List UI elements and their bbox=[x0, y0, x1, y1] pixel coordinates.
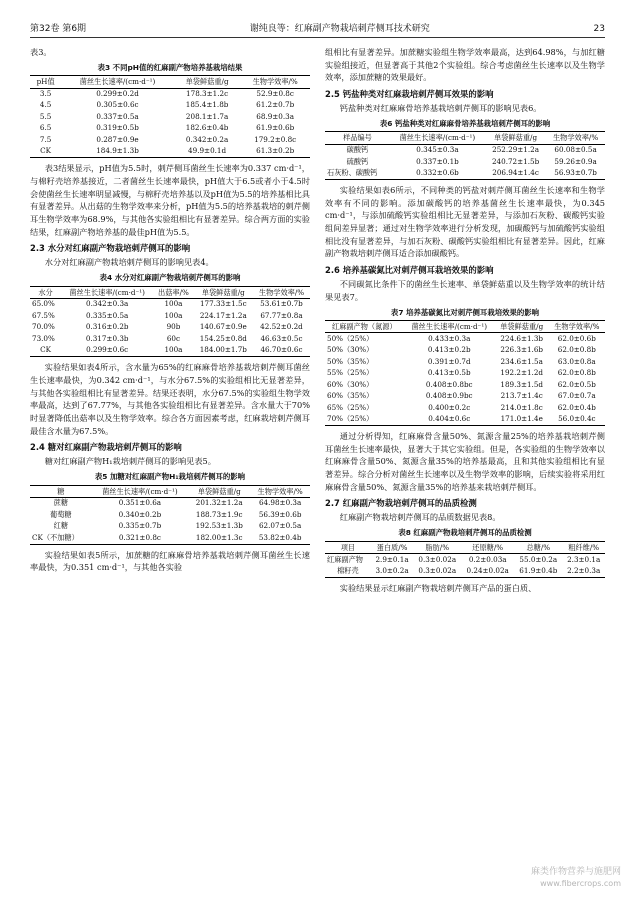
table-cell: 62.0±0.8b bbox=[557, 345, 596, 355]
table-row bbox=[325, 156, 605, 167]
page-number: 23 bbox=[593, 23, 605, 34]
table-cell: 0.391±0.7d bbox=[427, 356, 471, 366]
table-cell: 62.0±0.8b bbox=[557, 368, 596, 378]
table-row bbox=[325, 144, 605, 156]
table-row bbox=[325, 565, 605, 577]
table-cell: 50%（30%） bbox=[327, 345, 374, 355]
section-heading-2-6: 2.6 培养基碳氮比对刺芹侧耳栽培效果的影响 bbox=[325, 265, 494, 276]
table-row bbox=[30, 88, 310, 100]
table-cell: 234.6±1.5a bbox=[500, 356, 543, 366]
table-cell: 65.0% bbox=[32, 299, 55, 309]
table-cell: 192.2±1.2d bbox=[500, 368, 544, 378]
table-cell: 棉籽壳 bbox=[325, 565, 371, 577]
table-cell: 100a bbox=[164, 299, 183, 309]
column-header: 还原糖/% bbox=[461, 541, 514, 553]
table-row bbox=[30, 111, 310, 122]
column-header: 单袋鲜菇重/g bbox=[495, 321, 549, 333]
table-cell: 201.32±1.2a bbox=[195, 498, 243, 508]
paragraph: 实验结果如表4所示，含水量为65%的红麻麻骨培养基栽培刺芹侧耳菌丝生长速率最快，为0.342 cm·d⁻¹，与水分67.5%的实验组相比无显著差异，与其他各实验组相比有显著差异。结果还表明，水分67.5%的实验组生物学效率最高，达到了67.77%，与其他各实验组相比有显著差异。含水量大于70%时显著降低出菇率以及生物学效率。综合各方面因素考虑，红麻栽培刺芹侧耳最佳含水量为67.5%。 bbox=[30, 362, 310, 436]
table-cell: 0.345±0.3a bbox=[416, 145, 459, 155]
table-cell: 60%（35%） bbox=[327, 391, 374, 401]
table-cell: 4.5 bbox=[39, 100, 52, 110]
table-cell: 硫酸钙 bbox=[346, 156, 369, 166]
table-cell: 0.3±0.02a bbox=[413, 565, 461, 577]
table-cell: 53.82±0.4b bbox=[250, 532, 310, 544]
table-cell: 252.29±1.2a bbox=[492, 145, 540, 155]
table8-caption: 表8 红麻副产物栽培刺芹侧耳的品质检测 bbox=[398, 528, 532, 538]
paragraph: 实验结果显示红麻副产物栽培刺芹侧耳产品的蛋白质、 bbox=[339, 582, 537, 593]
table-row bbox=[30, 298, 310, 310]
table-row bbox=[30, 146, 310, 158]
table-cell: 185.4±1.8b bbox=[185, 100, 229, 110]
section-heading-2-4: 2.4 糖对红麻副产物栽培刺芹侧耳的影响 bbox=[30, 442, 182, 453]
table-row bbox=[30, 532, 310, 544]
column-header: 项目 bbox=[325, 541, 371, 553]
table-cell: CK bbox=[30, 345, 61, 357]
table-cell: 42.52±0.2d bbox=[260, 322, 303, 332]
table-cell: 0.299±0.2d bbox=[96, 89, 139, 99]
table-cell: 178.3±1.2c bbox=[186, 89, 229, 99]
column-header: 菌丝生长速率/(cm·d⁻¹) bbox=[390, 132, 485, 144]
table-cell: 50%（35%） bbox=[327, 356, 374, 366]
table-cell: 61.2±0.7b bbox=[256, 100, 295, 110]
table-cell: 240.72±1.5b bbox=[491, 156, 540, 166]
column-header: 蛋白质/% bbox=[371, 541, 414, 553]
table-row bbox=[30, 310, 310, 321]
paragraph: 表3结果显示，pH值为5.5时，刺芹侧耳菌丝生长速率为0.337 cm·d⁻¹，与棉籽壳培养基接近，二者菌丝生长速率最快，pH值大于6.5或者小于4.5时会使菌丝生长速率明显减慢，与棉籽壳培养基以及pH值为5.5的培养基相比具有显著差异。从出菇的生物学效率来分析，pH值为5.5的培养基栽培的刺芹侧耳生物学效率为68.9%，与其他各实验组相比有显著差异。综合两方面的实验结果，红麻副产物培养基的最佳pH值为5.5。 bbox=[30, 163, 310, 237]
table-row bbox=[325, 356, 605, 367]
table-cell: 0.404±0.6c bbox=[404, 414, 495, 426]
table-cell: 140.67±0.9e bbox=[199, 322, 247, 332]
table-cell: 0.342±0.3a bbox=[86, 299, 129, 309]
table-cell: 214.0±1.8c bbox=[500, 402, 543, 412]
table-cell: 0.332±0.6b bbox=[390, 168, 485, 180]
paragraph: 实验结果如表5所示，加蔗糖的红麻麻骨培养基栽培刺芹侧耳菌丝生长速率最快，为0.351 cm·d⁻¹，与其他各实验 bbox=[30, 549, 310, 573]
table5 bbox=[30, 485, 310, 545]
table-cell: 0.400±0.2c bbox=[428, 402, 471, 412]
table-cell: 55%（25%） bbox=[327, 368, 374, 378]
table-cell: 红糖 bbox=[53, 521, 69, 531]
column-header: 总糖/% bbox=[514, 541, 562, 553]
watermark-url: www.fibercrops.com bbox=[540, 878, 621, 888]
table-cell: 63.0±0.8a bbox=[557, 356, 596, 366]
table-row bbox=[30, 509, 310, 520]
left-column bbox=[30, 46, 310, 576]
table-cell: 0.2±0.03a bbox=[468, 554, 507, 564]
table-row bbox=[30, 497, 310, 509]
table-cell: 68.9±0.3a bbox=[256, 111, 295, 121]
table6 bbox=[325, 131, 605, 180]
table-cell: 188.73±1.9c bbox=[195, 509, 243, 519]
table-cell: 0.337±0.1b bbox=[416, 156, 459, 166]
table-row bbox=[30, 123, 310, 134]
table-cell: 0.433±0.3a bbox=[428, 333, 471, 343]
table-cell: 67.77±0.8a bbox=[260, 310, 303, 320]
table-cell: 67.5% bbox=[32, 310, 55, 320]
paragraph: 通过分析得知，红麻麻骨含量50%、氮源含量25%的培养基栽培刺芹侧耳菌丝生长速率最快，显著大于其它实验组。但是，各实验组的生物学效率以红麻麻骨含量50%、氮源含量35%的培养基最高，且和其他实验组相比有显著差异。综合分析对菌丝生长速率以及生物学效率的影响，后续实验将采用红麻麻骨含量50%、氮源含量35%的培养基来栽培刺芹侧耳。 bbox=[325, 430, 605, 492]
paragraph: 水分对红麻副产物栽培刺芹侧耳的影响见表4。 bbox=[44, 257, 214, 268]
column-header: 出菇率/% bbox=[153, 286, 193, 298]
column-header: 水分 bbox=[30, 286, 61, 298]
table-cell: 0.413±0.2b bbox=[427, 345, 471, 355]
table-cell: 5.5 bbox=[39, 111, 52, 121]
table-cell: 154.25±0.8d bbox=[199, 333, 247, 343]
table-cell: 64.98±0.3a bbox=[258, 498, 302, 508]
table-cell: 红麻副产物 bbox=[327, 554, 363, 564]
section-heading-2-5: 2.5 钙盐种类对红麻栽培刺芹侧耳效果的影响 bbox=[325, 89, 494, 100]
table-cell: 0.351±0.6a bbox=[118, 498, 162, 508]
table-cell: 62.0±0.6b bbox=[557, 333, 596, 343]
watermark bbox=[531, 867, 621, 889]
table-cell: 53.61±0.7b bbox=[260, 299, 303, 309]
watermark-name: 麻类作物营养与施肥网 bbox=[530, 866, 621, 877]
table-cell: 52.9±0.8c bbox=[256, 89, 294, 99]
column-header: 单袋鲜菇重/g bbox=[485, 132, 546, 144]
table-cell: 3.0±0.2a bbox=[371, 565, 414, 577]
table-cell: 0.305±0.6c bbox=[96, 100, 139, 110]
column-header: 样品编号 bbox=[325, 132, 390, 144]
table-cell: 61.9±0.6b bbox=[256, 123, 295, 133]
table-cell: 2.3±0.1a bbox=[567, 554, 601, 564]
table-cell: CK（不加糖） bbox=[30, 532, 92, 544]
table-cell: 90b bbox=[166, 322, 181, 332]
table-cell: 0.299±0.6c bbox=[61, 345, 153, 357]
column-header: 粗纤维/% bbox=[562, 541, 605, 553]
table-cell: 6.5 bbox=[39, 123, 52, 133]
column-header: 单袋鲜菇重/g bbox=[194, 286, 253, 298]
column-header: 生物学效率/% bbox=[253, 286, 310, 298]
table-cell: 208.1±1.7a bbox=[185, 111, 229, 121]
table-cell: 0.24±0.02a bbox=[461, 565, 514, 577]
table-cell: 179.2±0.8c bbox=[254, 134, 297, 144]
table-row bbox=[30, 322, 310, 333]
table-cell: 56.0±0.4c bbox=[549, 414, 605, 426]
column-header: 脂肪/% bbox=[413, 541, 461, 553]
table-row bbox=[30, 333, 310, 344]
table-cell: 192.53±1.3b bbox=[195, 521, 243, 531]
table6-caption: 表6 钙盐种类对红麻麻骨培养基栽培刺芹侧耳的影响 bbox=[379, 118, 551, 128]
table4 bbox=[30, 286, 310, 358]
column-header: 红麻副产物（氮源） bbox=[325, 321, 404, 333]
table-cell: CK bbox=[30, 146, 61, 158]
paragraph: 糖对红麻副产物H₁栽培刺芹侧耳的影响见表5。 bbox=[44, 456, 216, 467]
table5-caption: 表5 加糖对红麻副产物H₁栽培刺芹侧耳的影响 bbox=[94, 472, 246, 482]
journal-issue: 第32卷 第6期 bbox=[30, 23, 87, 34]
section-heading-2-7: 2.7 红麻副产物栽培刺芹侧耳的品质检测 bbox=[325, 498, 477, 509]
table-cell: 182.00±1.3c bbox=[188, 532, 250, 544]
table-cell: 0.413±0.5b bbox=[427, 368, 471, 378]
column-header: 单袋鲜菇重/g bbox=[174, 76, 240, 88]
table4-caption: 表4 水分对红麻副产物栽培刺芹侧耳的影响 bbox=[99, 273, 241, 283]
column-header: 菌丝生长速率/(cm·d⁻¹) bbox=[61, 76, 174, 88]
table-row bbox=[325, 391, 605, 402]
column-header: 菌丝生长速率/(cm·d⁻¹) bbox=[61, 286, 153, 298]
table-cell: 葡萄糖 bbox=[50, 509, 72, 519]
table-row bbox=[325, 333, 605, 345]
table-cell: 0.319±0.5b bbox=[96, 123, 139, 133]
table-row bbox=[30, 134, 310, 145]
column-header: 菌丝生长速率/(cm·d⁻¹) bbox=[92, 485, 189, 497]
paragraph: 组相比有显著差异。加蔗糖实验组生物学效率最高，达到64.98%，与加红糖实验组接近，但显著高于其他2个实验组。综合考虑菌丝生长速率以及生物学效率，添加蔗糖的效果最好。 bbox=[325, 47, 605, 83]
column-header: 糖 bbox=[30, 485, 92, 497]
table-cell: 59.26±0.9a bbox=[554, 156, 597, 166]
column-header: 单袋鲜菇重/g bbox=[188, 485, 250, 497]
table-cell: 62.07±0.5a bbox=[258, 521, 302, 531]
paragraph: 不同碳氮比条件下的菌丝生长速率、单袋鲜菇重以及生物学效率的统计结果见表7。 bbox=[325, 279, 605, 302]
table-cell: 蔗糖 bbox=[53, 498, 69, 508]
table3-caption: 表3 不同pH值的红麻副产物培养基栽培结果 bbox=[97, 62, 243, 72]
table-cell: 62.0±0.4b bbox=[557, 402, 596, 412]
table-cell: 0.3±0.02a bbox=[418, 554, 457, 564]
table-cell: 0.317±0.3b bbox=[85, 333, 129, 343]
table-row bbox=[325, 414, 605, 426]
column-header: 生物学效率/% bbox=[240, 76, 310, 88]
column-header: 生物学效率/% bbox=[546, 132, 605, 144]
table-cell: 213.7±1.4c bbox=[500, 391, 543, 401]
table-cell: 2.9±0.1a bbox=[375, 554, 409, 564]
table-cell: 0.340±0.2b bbox=[118, 509, 162, 519]
table-cell: 70.0% bbox=[32, 322, 55, 332]
table-cell: 0.335±0.7b bbox=[118, 521, 162, 531]
table-cell: 56.93±0.7b bbox=[546, 168, 605, 180]
table-cell: 65%（25%） bbox=[327, 402, 374, 412]
running-header bbox=[30, 24, 605, 38]
table-cell: 碳酸钙 bbox=[346, 145, 369, 155]
column-header: 生物学效率/% bbox=[549, 321, 605, 333]
table-row bbox=[325, 345, 605, 356]
table-cell: 62.0±0.5b bbox=[557, 379, 596, 389]
column-header: 生物学效率/% bbox=[250, 485, 310, 497]
table-cell: 0.287±0.9e bbox=[96, 134, 139, 144]
table-cell: 182.6±0.4b bbox=[185, 123, 229, 133]
table-row bbox=[30, 345, 310, 357]
table-cell: 60%（30%） bbox=[327, 379, 374, 389]
table-row bbox=[30, 100, 310, 111]
table7 bbox=[325, 320, 605, 426]
table-cell: 189.3±1.5d bbox=[500, 379, 544, 389]
table-cell: 0.408±0.9bc bbox=[425, 391, 473, 401]
table-cell: 7.5 bbox=[39, 134, 52, 144]
table-cell: 171.0±1.4e bbox=[495, 414, 549, 426]
table-cell: 60.08±0.5a bbox=[554, 145, 597, 155]
table-cell: 73.0% bbox=[32, 333, 55, 343]
table-cell: 226.3±1.6b bbox=[500, 345, 544, 355]
table-row bbox=[325, 554, 605, 566]
table-cell: 0.321±0.8c bbox=[92, 532, 189, 544]
table-cell: 0.408±0.8bc bbox=[425, 379, 473, 389]
column-header: pH值 bbox=[30, 76, 61, 88]
column-header: 菌丝生长速率/(cm·d⁻¹) bbox=[404, 321, 495, 333]
table-cell: 224.17±1.2a bbox=[199, 310, 247, 320]
table-cell: 0.335±0.5a bbox=[86, 310, 129, 320]
table-cell: 100a bbox=[153, 345, 193, 357]
table-cell: 0.337±0.5a bbox=[96, 111, 139, 121]
table-cell: 61.3±0.2b bbox=[240, 146, 310, 158]
table-cell: 206.94±1.4c bbox=[485, 168, 546, 180]
table-cell: 3.5 bbox=[39, 89, 52, 99]
table-row bbox=[30, 521, 310, 532]
table-cell: 0.316±0.2b bbox=[85, 322, 129, 332]
table-cell: 177.33±1.5c bbox=[199, 299, 247, 309]
paragraph: 钙盐种类对红麻麻骨培养基栽培刺芹侧耳的影响见表6。 bbox=[339, 103, 542, 114]
table-cell: 60c bbox=[166, 333, 181, 343]
table-cell: 61.9±0.4b bbox=[514, 565, 562, 577]
paragraph: 红麻副产物栽培刺芹侧耳的品质数据见表8。 bbox=[339, 512, 501, 523]
article-title: 谢纯良等：红麻副产物栽培刺芹侧耳技术研究 bbox=[249, 23, 430, 34]
table-cell: 0.342±0.2a bbox=[185, 134, 229, 144]
table-cell: 2.2±0.3a bbox=[562, 565, 605, 577]
table-cell: 石灰粉、碳酸钙 bbox=[325, 168, 390, 180]
table-cell: 100a bbox=[164, 310, 183, 320]
table-cell: 70%（25%） bbox=[325, 414, 404, 426]
table-cell: 67.0±0.7a bbox=[557, 391, 596, 401]
table-row bbox=[325, 402, 605, 413]
table-cell: 50%（25%） bbox=[327, 333, 374, 343]
table-cell: 184.00±1.7b bbox=[194, 345, 253, 357]
table8 bbox=[325, 541, 605, 578]
table-cell: 46.63±0.5c bbox=[260, 333, 303, 343]
table-cell: 184.9±1.3b bbox=[61, 146, 174, 158]
table-cell: 56.39±0.6b bbox=[258, 509, 302, 519]
paragraph: 实验结果如表6所示，不同种类的钙盐对刺芹侧耳菌丝生长速率和生物学效率有不同的影响。添加碳酸钙的培养基菌丝生长速率最快，为0.345 cm·d⁻¹，与添加硫酸钙实验组相比无显著差异，与添加石灰粉、碳酸钙实验组间差异显著；通过对生物学效率进行分析发现，加碳酸钙与加硫酸钙实验组相比没有显著差异，与加石灰粉、碳酸钙实验组相比有显著差异。因此，红麻副产物栽培刺芹侧耳适合添加碳酸钙。 bbox=[325, 184, 605, 259]
table7-caption: 表7 培养基碳氮比对刺芹侧耳栽培效果的影响 bbox=[390, 307, 540, 317]
table-cell: 55.0±0.2a bbox=[519, 554, 558, 564]
section-heading-2-3: 2.3 水分对红麻副产物栽培刺芹侧耳的影响 bbox=[30, 243, 191, 254]
table-row bbox=[325, 368, 605, 379]
table-cell: 49.9±0.1d bbox=[174, 146, 240, 158]
table-cell: 224.6±1.3b bbox=[500, 333, 544, 343]
intro-text: 表3。 bbox=[30, 47, 52, 57]
right-column bbox=[325, 46, 605, 597]
table-row bbox=[325, 168, 605, 180]
table-row bbox=[325, 379, 605, 390]
table-cell: 46.70±0.6c bbox=[253, 345, 310, 357]
table3 bbox=[30, 75, 310, 158]
